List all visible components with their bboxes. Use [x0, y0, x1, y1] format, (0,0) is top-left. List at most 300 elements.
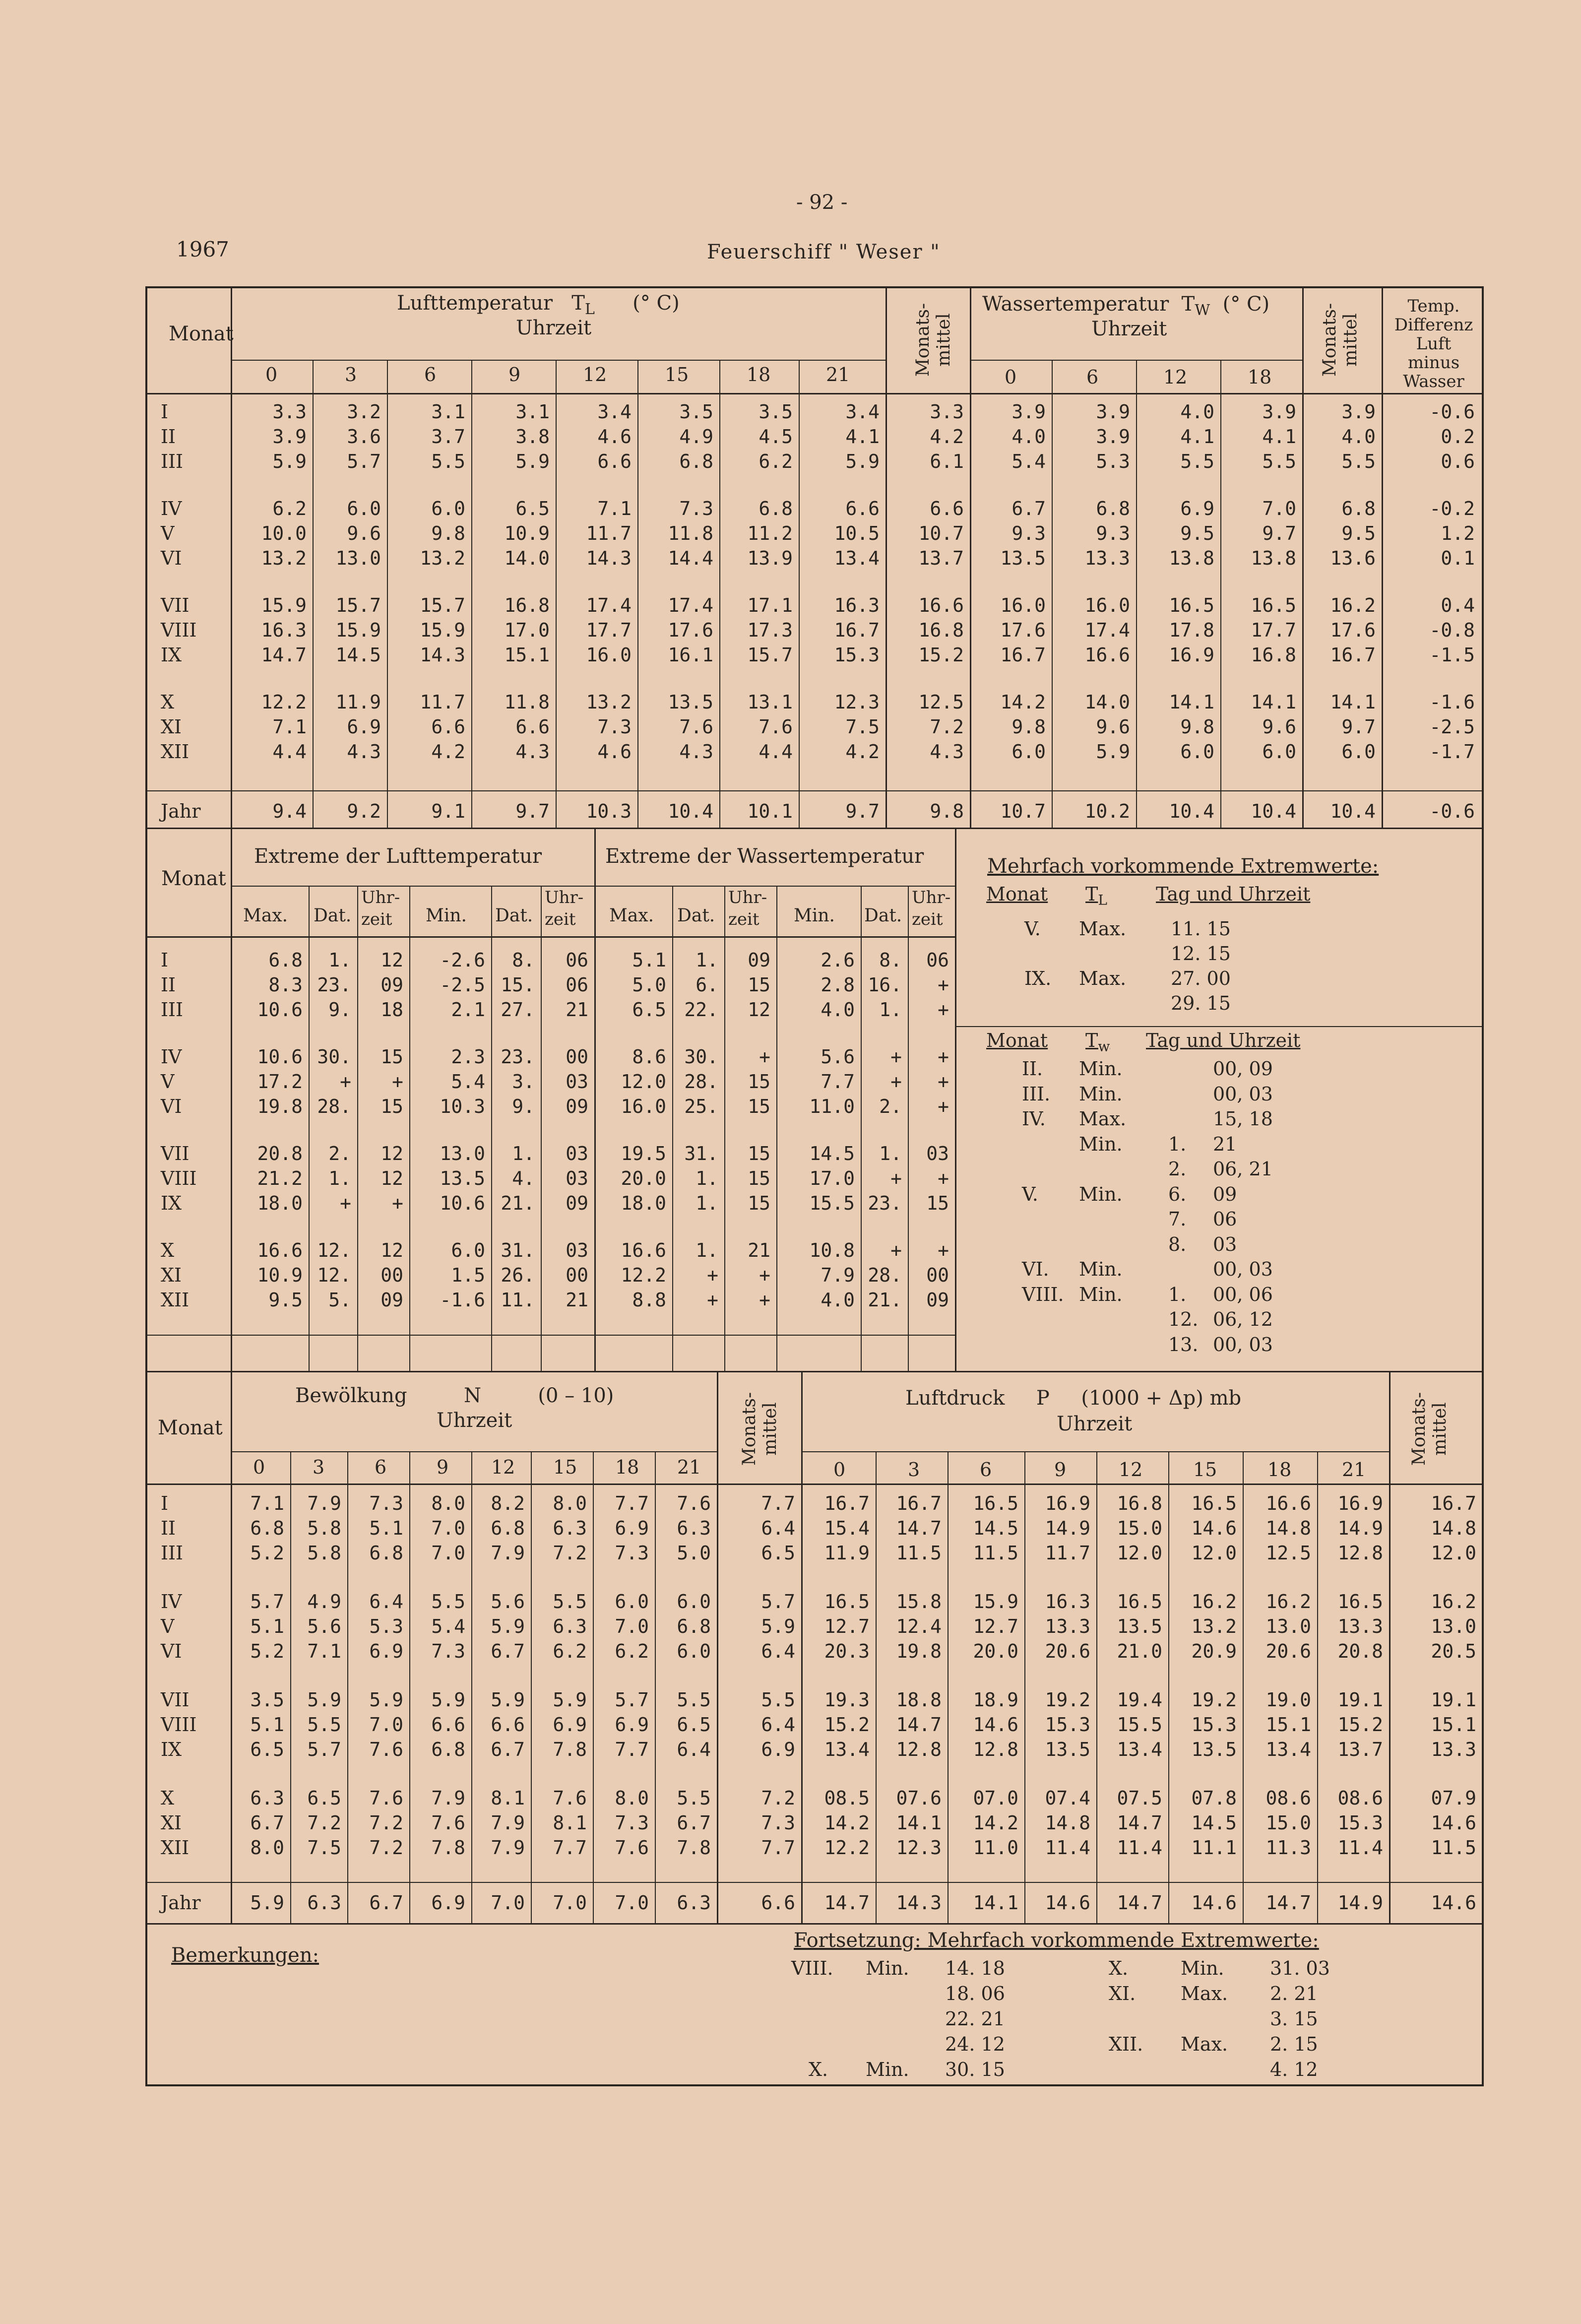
value-cell: 2. [328, 1143, 351, 1164]
sub-min: Min. [794, 905, 835, 926]
value-cell: 19.1 [1431, 1689, 1476, 1711]
value-cell: 13.5 [440, 1167, 485, 1189]
month-cell: XI [161, 1812, 182, 1834]
table-row [147, 1712, 1482, 1737]
value-cell: 11.2 [747, 522, 793, 544]
value-cell: + [392, 1071, 403, 1093]
sub-uhrzeit: Uhr-zeit [361, 888, 400, 929]
value-cell: 06 [926, 949, 949, 971]
value-cell: 3. [512, 1071, 535, 1093]
value-cell: 5.5 [1180, 451, 1214, 472]
value-cell: 7.6 [553, 1787, 587, 1809]
table-row [147, 1614, 1482, 1639]
value-cell: 06 [566, 949, 588, 971]
t1-monat-header: Monat [169, 323, 234, 345]
value-cell: 7.1 [597, 498, 632, 519]
value-cell: 16.2 [1431, 1591, 1476, 1613]
value-cell: 13.1 [747, 691, 793, 713]
value-cell: 13.5 [668, 691, 713, 713]
value-cell: 6.5 [250, 1739, 284, 1760]
value-cell: 7.2 [369, 1837, 403, 1859]
group-spacer [147, 1022, 955, 1044]
value-cell: 16.8 [504, 594, 550, 616]
value-cell: 6.7 [491, 1640, 525, 1662]
value-cell: 8.8 [632, 1289, 666, 1311]
value-cell: 14.5 [335, 644, 381, 666]
value-cell: 13.4 [1265, 1739, 1311, 1760]
value-cell: 4.0 [821, 1289, 855, 1311]
value-cell: 8. [512, 949, 535, 971]
extreme-day: 1. [1168, 1283, 1187, 1305]
hour-label: 15 [665, 364, 689, 386]
extreme-value: 11. 15 [1171, 918, 1231, 940]
value-cell: 6.8 [431, 1739, 465, 1760]
value-cell: 6.2 [272, 498, 307, 519]
value-cell: 6.2 [759, 451, 793, 472]
value-cell: 13.2 [261, 547, 307, 569]
value-cell: 6.8 [491, 1517, 525, 1539]
value-cell: 6.6 [597, 451, 632, 472]
value-cell: 23. [317, 974, 351, 996]
value-cell: 7.6 [369, 1787, 403, 1809]
jahr-value: 14.9 [1337, 1892, 1383, 1914]
value-cell: 11.4 [1117, 1837, 1162, 1859]
value-cell: 11.7 [420, 691, 465, 713]
value-cell: 5.5 [761, 1689, 795, 1711]
value-cell: 21.0 [1117, 1640, 1162, 1662]
extreme-kind: Min. [1181, 1957, 1224, 1979]
value-cell: 5.8 [307, 1517, 341, 1539]
value-cell: 8.1 [491, 1787, 525, 1809]
value-cell: 19.3 [824, 1689, 870, 1711]
value-cell: 10.0 [261, 522, 307, 544]
value-cell: 11.0 [973, 1837, 1018, 1859]
value-cell: 15.5 [809, 1192, 855, 1214]
table-row [147, 546, 1481, 571]
table-row [147, 1639, 1482, 1664]
value-cell: 07.8 [1191, 1787, 1237, 1809]
value-cell: 5.3 [369, 1615, 403, 1637]
hour-label: 12 [583, 364, 607, 386]
value-cell: 18.9 [973, 1689, 1018, 1711]
value-cell: 13.8 [1169, 547, 1214, 569]
value-cell: 4.0 [1180, 401, 1214, 423]
value-cell: 10.6 [257, 1046, 303, 1068]
month-cell: X [161, 1787, 175, 1809]
value-cell: 6.6 [431, 1714, 465, 1736]
value-cell: 4.1 [1180, 426, 1214, 448]
value-cell: 7.5 [307, 1837, 341, 1859]
value-cell: 19.2 [1191, 1689, 1237, 1711]
extreme-month: VIII. [791, 1957, 833, 1979]
value-cell: 7.3 [615, 1542, 649, 1564]
table-row [147, 593, 1481, 618]
value-cell: 12 [380, 1167, 403, 1189]
extreme-kind: Max. [1079, 918, 1127, 940]
value-cell: 13.6 [1330, 547, 1376, 569]
value-cell: + [759, 1264, 770, 1286]
value-cell: 7.0 [431, 1517, 465, 1539]
jahr-value: 7.0 [491, 1892, 525, 1914]
value-cell: 16.9 [1045, 1492, 1090, 1514]
value-cell: 6.6 [930, 498, 964, 519]
t1-data [147, 399, 1481, 764]
value-cell: 12.3 [896, 1837, 942, 1859]
value-cell: 3.2 [347, 401, 381, 423]
value-cell: 12. [317, 1264, 351, 1286]
value-cell: 15.1 [504, 644, 550, 666]
value-cell: 12.3 [834, 691, 880, 713]
value-cell: 6.6 [515, 716, 550, 738]
value-cell: 5.5 [677, 1787, 711, 1809]
value-cell: 17.7 [1251, 619, 1296, 641]
extreme-day: 1. [1168, 1133, 1187, 1155]
jahr-value: 14.6 [1431, 1892, 1476, 1914]
value-cell: 6.9 [761, 1739, 795, 1760]
value-cell: 17.6 [1000, 619, 1046, 641]
value-cell: 08.6 [1265, 1787, 1311, 1809]
sub-uhrzeit: Uhr-zeit [728, 888, 767, 929]
extreme-value: 06 [1213, 1208, 1237, 1230]
extreme-value: 2. 21 [1270, 1983, 1318, 2004]
value-cell: 6.4 [761, 1714, 795, 1736]
value-cell: 00 [566, 1046, 588, 1068]
value-cell: 15.9 [420, 619, 465, 641]
extreme-value: 29. 15 [1171, 992, 1231, 1014]
value-cell: 16.5 [1191, 1492, 1237, 1514]
value-cell: 21. [868, 1289, 902, 1311]
value-cell: 5. [328, 1289, 351, 1311]
value-cell: 13.3 [1045, 1615, 1090, 1637]
jahr-value: 7.0 [553, 1892, 587, 1914]
extreme-day: 6. [1168, 1183, 1187, 1205]
value-cell: 5.4 [1012, 451, 1046, 472]
value-cell: 6.4 [369, 1591, 403, 1613]
value-cell: 14.9 [1045, 1517, 1090, 1539]
value-cell: 5.5 [307, 1714, 341, 1736]
hour-label: 15 [553, 1456, 577, 1478]
value-cell: 7.1 [272, 716, 307, 738]
value-cell: 6.6 [491, 1714, 525, 1736]
value-cell: 07.4 [1045, 1787, 1090, 1809]
jahr-value: 9.7 [515, 800, 550, 822]
value-cell: 6. [696, 974, 718, 996]
value-cell: + [938, 1071, 949, 1093]
value-cell: 8.6 [632, 1046, 666, 1068]
value-cell: 12.2 [824, 1837, 870, 1859]
value-cell: 4.9 [307, 1591, 341, 1613]
value-cell: 16.3 [261, 619, 307, 641]
value-cell: 21 [566, 1289, 588, 1311]
month-cell: V [161, 1071, 175, 1093]
value-cell: 9.8 [431, 522, 465, 544]
table-row [147, 1141, 955, 1166]
value-cell: 14.5 [1191, 1812, 1237, 1834]
value-cell: 0.4 [1441, 594, 1475, 616]
jahr-value: -0.6 [1429, 800, 1475, 822]
table-row [147, 1687, 1482, 1712]
month-cell: IV [161, 1591, 182, 1613]
value-cell: 14.2 [824, 1812, 870, 1834]
value-cell: 4.9 [679, 426, 713, 448]
jahr-label: Jahr [161, 800, 201, 822]
value-cell: 7.7 [553, 1837, 587, 1859]
value-cell: 15.0 [1265, 1812, 1311, 1834]
value-cell: 5.9 [515, 451, 550, 472]
value-cell: 9. [328, 999, 351, 1021]
value-cell: 7.7 [761, 1492, 795, 1514]
value-cell: 6.9 [347, 716, 381, 738]
extreme-month: V. [1024, 918, 1041, 940]
extreme-month: IX. [1024, 968, 1052, 989]
value-cell: 9.6 [347, 522, 381, 544]
value-cell: 17.6 [668, 619, 713, 641]
extreme-kind: Min. [1079, 1258, 1123, 1280]
value-cell: 14.6 [1191, 1517, 1237, 1539]
mehrfach-h-tag-w: Tag und Uhrzeit [1146, 1030, 1301, 1051]
value-cell: 15 [748, 1192, 770, 1214]
value-cell: 16.6 [1265, 1492, 1311, 1514]
value-cell: 13.2 [420, 547, 465, 569]
jahr-row [147, 1890, 1482, 1915]
value-cell: 7.9 [491, 1542, 525, 1564]
value-cell: 5.9 [491, 1615, 525, 1637]
jahr-value: 14.1 [973, 1892, 1018, 1914]
value-cell: 7.2 [930, 716, 964, 738]
jahr-label: Jahr [161, 1892, 201, 1914]
jahr-value: 7.0 [615, 1892, 649, 1914]
value-cell: 16.9 [1169, 644, 1214, 666]
value-cell: 6.8 [369, 1542, 403, 1564]
value-cell: 5.5 [677, 1689, 711, 1711]
value-cell: 7.9 [491, 1837, 525, 1859]
value-cell: 4.3 [930, 741, 964, 763]
value-cell: 31. [684, 1143, 718, 1164]
extreme-value: 00, 03 [1213, 1083, 1273, 1105]
value-cell: 13.7 [1337, 1739, 1383, 1760]
table-row [147, 1786, 1482, 1810]
group-spacer [147, 667, 1481, 690]
sub-min: Min. [426, 905, 467, 926]
extreme-kind: Min. [1079, 1133, 1123, 1155]
value-cell: 14.1 [1169, 691, 1214, 713]
extreme-month: XI. [1109, 1983, 1136, 2004]
hour-label: 18 [615, 1456, 639, 1478]
value-cell: 4.4 [759, 741, 793, 763]
value-cell: 19.4 [1117, 1689, 1162, 1711]
extreme-value: 24. 12 [945, 2033, 1005, 2055]
value-cell: 5.1 [369, 1517, 403, 1539]
value-cell: 14.8 [1045, 1812, 1090, 1834]
value-cell: 08.5 [824, 1787, 870, 1809]
value-cell: 1. [328, 1167, 351, 1189]
month-cell: XI [161, 1264, 182, 1286]
value-cell: 3.9 [1262, 401, 1296, 423]
value-cell: 9.5 [1180, 522, 1214, 544]
hour-label: 12 [491, 1456, 515, 1478]
value-cell: 9.7 [1262, 522, 1296, 544]
value-cell: 15 [748, 974, 770, 996]
value-cell: 17.1 [747, 594, 793, 616]
value-cell: 12 [380, 1143, 403, 1164]
value-cell: 07.6 [896, 1787, 942, 1809]
hour-label: 0 [1005, 366, 1017, 388]
jahr-value: 9.1 [431, 800, 465, 822]
value-cell: 16.7 [1431, 1492, 1476, 1514]
value-cell: 11.5 [896, 1542, 942, 1564]
value-cell: 7.7 [761, 1837, 795, 1859]
value-cell: 7.2 [761, 1787, 795, 1809]
t3-press-uhrzeit: Uhrzeit [1057, 1413, 1133, 1435]
value-cell: 16.6 [918, 594, 964, 616]
hour-label: 6 [980, 1459, 992, 1481]
value-cell: + [340, 1071, 351, 1093]
value-cell: 6.8 [1096, 498, 1130, 519]
value-cell: 12.0 [1431, 1542, 1476, 1564]
value-cell: 5.3 [1096, 451, 1130, 472]
jahr-value: 10.2 [1084, 800, 1130, 822]
value-cell: 5.2 [250, 1640, 284, 1662]
value-cell: 1. [328, 949, 351, 971]
value-cell: 2.1 [451, 999, 485, 1021]
value-cell: 7.3 [761, 1812, 795, 1834]
t1-water-title: Wassertemperatur $T_W$ (° C) [982, 293, 1270, 319]
value-cell: 6.7 [677, 1812, 711, 1834]
value-cell: 16.9 [1337, 1492, 1383, 1514]
month-cell: IX [161, 644, 182, 666]
value-cell: 03 [926, 1143, 949, 1164]
jahr-value: 14.7 [1117, 1892, 1162, 1914]
value-cell: 18.0 [621, 1192, 666, 1214]
t2-data [147, 948, 955, 1312]
value-cell: 5.9 [272, 451, 307, 472]
value-cell: 28. [868, 1264, 902, 1286]
t1-air-title: Lufttemperatur $T_L$ (° C) [397, 292, 680, 318]
value-cell: 11.1 [1191, 1837, 1237, 1859]
jahr-value: 14.6 [1191, 1892, 1237, 1914]
extreme-value: 15, 18 [1213, 1108, 1273, 1130]
value-cell: 7.2 [307, 1812, 341, 1834]
value-cell: 3.5 [759, 401, 793, 423]
value-cell: 6.7 [1012, 498, 1046, 519]
value-cell: 12.4 [896, 1615, 942, 1637]
hour-label: 0 [833, 1459, 846, 1481]
value-cell: 16.5 [973, 1492, 1018, 1514]
value-cell: 21. [501, 1192, 535, 1214]
value-cell: 6.0 [1341, 741, 1376, 763]
value-cell: 30. [317, 1046, 351, 1068]
month-cell: VIII [161, 1714, 197, 1736]
value-cell: 3.5 [250, 1689, 284, 1711]
value-cell: 9.5 [268, 1289, 303, 1311]
value-cell: 6.6 [845, 498, 880, 519]
value-cell: 15 [380, 1096, 403, 1117]
value-cell: 15.7 [747, 644, 793, 666]
value-cell: 13.7 [918, 547, 964, 569]
month-cell: V [161, 522, 175, 544]
value-cell: 3.9 [1096, 426, 1130, 448]
month-cell: VII [161, 1689, 190, 1711]
group-spacer [147, 571, 1481, 593]
table-row [147, 399, 1481, 424]
table-row [147, 1263, 955, 1288]
table-row [147, 496, 1481, 521]
value-cell: 2. [879, 1096, 902, 1117]
value-cell: 14.8 [1431, 1517, 1476, 1539]
value-cell: 09 [566, 1192, 588, 1214]
value-cell: 5.7 [761, 1591, 795, 1613]
hour-label: 0 [253, 1456, 265, 1478]
month-cell: VII [161, 1143, 190, 1164]
value-cell: 16.6 [621, 1239, 666, 1261]
value-cell: 8.3 [268, 974, 303, 996]
value-cell: 3.9 [1341, 401, 1376, 423]
value-cell: 5.4 [431, 1615, 465, 1637]
value-cell: 9.6 [1096, 716, 1130, 738]
value-cell: 1. [696, 949, 718, 971]
jahr-value: 10.4 [1330, 800, 1376, 822]
extreme-value: 18. 06 [945, 1983, 1005, 2004]
value-cell: 16.5 [824, 1591, 870, 1613]
month-cell: IX [161, 1192, 182, 1214]
value-cell: 6.0 [677, 1591, 711, 1613]
value-cell: 14.6 [973, 1714, 1018, 1736]
value-cell: 6.3 [553, 1615, 587, 1637]
value-cell: 15.8 [896, 1591, 942, 1613]
t3-jahr [147, 1890, 1482, 1915]
value-cell: 11.0 [809, 1096, 855, 1117]
jahr-value: 10.4 [668, 800, 713, 822]
value-cell: 6.5 [307, 1787, 341, 1809]
fortsetzung-title: Fortsetzung: Mehrfach vorkommende Extremwerte: [794, 1929, 1319, 1952]
value-cell: 7.7 [615, 1739, 649, 1760]
value-cell: 5.9 [491, 1689, 525, 1711]
value-cell: 17.0 [809, 1167, 855, 1189]
mehrfach-h-tag: Tag und Uhrzeit [1156, 883, 1311, 905]
value-cell: 12.0 [621, 1071, 666, 1093]
value-cell: 6.3 [250, 1787, 284, 1809]
jahr-value: 14.3 [896, 1892, 942, 1914]
value-cell: 14.6 [1431, 1812, 1476, 1834]
extreme-day: 8. [1168, 1233, 1187, 1255]
value-cell: 9. [512, 1096, 535, 1117]
value-cell: 14.7 [896, 1517, 942, 1539]
value-cell: 20.6 [1045, 1640, 1090, 1662]
mehrfach-h-tl: $T_L$ [1085, 883, 1107, 908]
value-cell: 16.2 [1191, 1591, 1237, 1613]
t1-water-uhrzeit: Uhrzeit [1091, 318, 1167, 340]
value-cell: 4.3 [515, 741, 550, 763]
t2-monat-header: Monat [161, 867, 226, 890]
value-cell: 11.4 [1045, 1837, 1090, 1859]
value-cell: 2.8 [821, 974, 855, 996]
value-cell: 3.9 [1012, 401, 1046, 423]
month-cell: VI [161, 1640, 182, 1662]
value-cell: + [707, 1264, 718, 1286]
value-cell: 4.2 [930, 426, 964, 448]
value-cell: 12.8 [1337, 1542, 1383, 1564]
extreme-kind: Max. [1079, 1108, 1127, 1130]
value-cell: 6.8 [250, 1517, 284, 1539]
value-cell: 6.9 [615, 1517, 649, 1539]
value-cell: 9.3 [1096, 522, 1130, 544]
group-spacer [147, 474, 1481, 496]
value-cell: 14.0 [504, 547, 550, 569]
extreme-month: X. [1109, 1957, 1129, 1979]
value-cell: 5.9 [553, 1689, 587, 1711]
value-cell: 13.0 [1265, 1615, 1311, 1637]
value-cell: 16.3 [834, 594, 880, 616]
